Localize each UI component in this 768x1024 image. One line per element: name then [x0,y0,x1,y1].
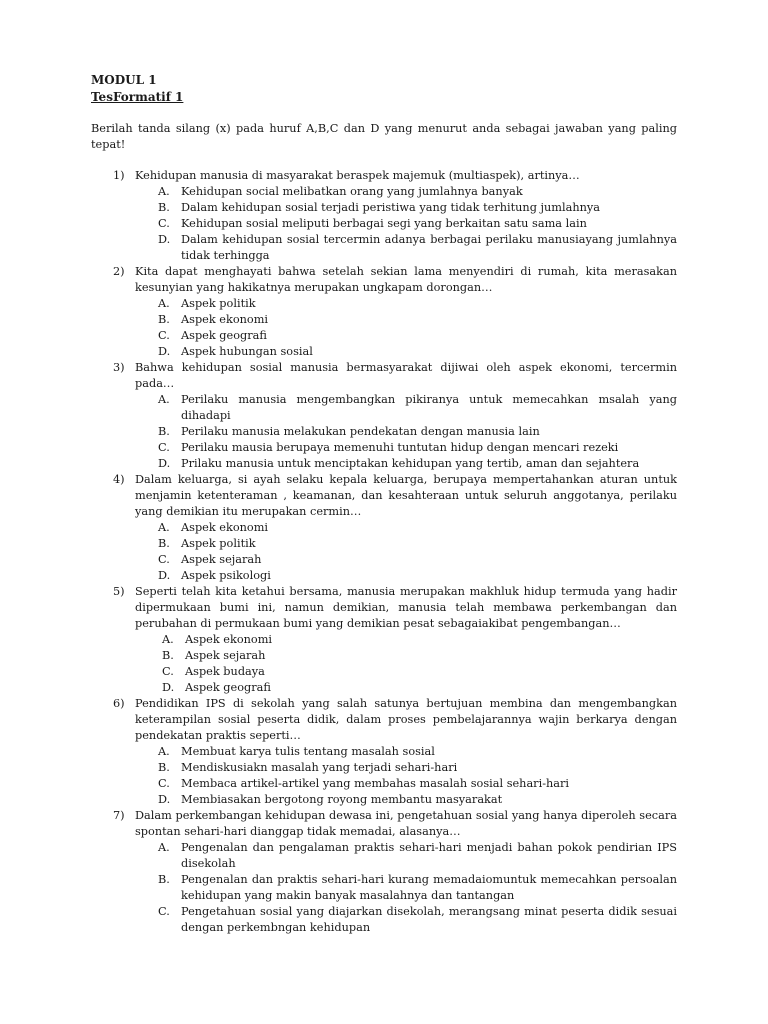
option-letter: A. [158,521,170,534]
question-number: 1) [113,169,125,182]
option-item [0,216,768,232]
option-item [0,632,768,648]
option-letter: A. [158,745,170,758]
option-text: Aspek ekonomi [181,521,269,534]
option-item [0,872,768,904]
option-text: Aspek hubungan sosial [181,345,313,358]
option-letter: B. [162,649,174,662]
option-letter: C. [158,905,170,918]
option-item [0,536,768,552]
question-text: Bahwa kehidupan sosial manusia bermasyarakat dijiwai oleh aspek ekonomi, tercermin pada… [135,361,677,390]
question-list [0,168,768,936]
option-letter: B. [158,537,170,550]
option-letter: B. [158,425,170,438]
option-text: Aspek ekonomi [181,313,269,326]
option-item [0,840,768,872]
option-text: Dalam kehidupan sosial tercermin adanya berbagai perilaku manusiayang jumlahnya tidak terhingga [181,233,677,262]
question-number: 6) [113,697,125,710]
option-text: Aspek politik [181,297,256,310]
option-item [0,648,768,664]
option-letter: C. [158,441,170,454]
option-text: Mendiskusiakn masalah yang terjadi sehari-hari [181,761,458,774]
option-item [0,296,768,312]
option-item [0,776,768,792]
option-letter: B. [158,873,170,886]
option-letter: A. [158,185,170,198]
module-title: MODUL 1 [91,73,157,87]
option-item [0,520,768,536]
question-item [0,360,768,472]
option-text: Perilaku manusia mengembangkan pikiranya untuk memecahkan msalah yang dihadapi [181,393,677,422]
question-number: 7) [113,809,125,822]
option-list [0,520,768,584]
option-text: Membuat karya tulis tentang masalah sosial [181,745,435,758]
option-item [0,568,768,584]
question-item [0,696,768,808]
option-item [0,232,768,264]
option-item [0,328,768,344]
option-text: Kehidupan sosial meliputi berbagai segi yang berkaitan satu sama lain [181,217,587,230]
option-letter: D. [158,569,171,582]
question-text: Kita dapat menghayati bahwa setelah sekian lama menyendiri di rumah, kita merasakan kesunyian yang hakikatnya merupakan ungkapam dorongan… [135,265,677,294]
question-text: Dalam keluarga, si ayah selaku kepala keluarga, berupaya mempertahankan aturan untuk menjamin ketenteraman , keamanan, dan kesahteraan untuk seluruh anggotanya, perilaku yang demikian itu merupakan cermin… [135,473,677,518]
option-text: Aspek ekonomi [185,633,273,646]
option-letter: C. [158,553,170,566]
question-item [0,808,768,936]
option-letter: D. [158,793,171,806]
option-letter: A. [158,841,170,854]
option-item [0,552,768,568]
option-letter: B. [158,761,170,774]
option-text: Aspek politik [181,537,256,550]
option-text: Pengenalan dan pengalaman praktis sehari-hari menjadi bahan pokok pendirian IPS disekolah [181,841,677,870]
option-letter: D. [158,345,171,358]
option-text: Kehidupan social melibatkan orang yang jumlahnya banyak [181,185,523,198]
question-text: Kehidupan manusia di masyarakat beraspek majemuk (multiaspek), artinya… [135,169,580,182]
instruction-text: Berilah tanda silang (x) pada huruf A,B,C dan D yang menurut anda sebagai jawaban yang paling tepat! [91,122,677,151]
option-list [0,392,768,472]
option-item [0,680,768,696]
option-item [0,760,768,776]
option-text: Pengenalan dan praktis sehari-hari kurang memadaiomuntuk memecahkan persoalan kehidupan yang makin banyak masalahnya dan tantangan [181,873,677,902]
option-text: Dalam kehidupan sosial terjadi peristiwa yang tidak terhitung jumlahnya [181,201,601,214]
question-text: Seperti telah kita ketahui bersama, manusia merupakan makhluk hidup termuda yang hadir dipermukaan bumi ini, namun demikian, manusia telah membawa perkembangan dan perubahan di permukaan bumi yang demikian pesat sebagaiakibat pengembangan… [135,585,677,630]
option-item [0,312,768,328]
option-text: Aspek sejarah [185,649,266,662]
option-item [0,792,768,808]
option-item [0,200,768,216]
option-item [0,456,768,472]
option-text: Aspek psikologi [181,569,271,582]
question-text: Dalam perkembangan kehidupan dewasa ini, pengetahuan sosial yang hanya diperoleh secara spontan sehari-hari dianggap tidak memadai, alasanya… [135,809,677,838]
question-item [0,584,768,696]
option-letter: B. [158,201,170,214]
option-letter: C. [158,217,170,230]
option-letter: D. [162,681,175,694]
option-letter: D. [158,233,171,246]
option-text: Aspek budaya [185,665,265,678]
option-text: Pengetahuan sosial yang diajarkan disekolah, merangsang minat peserta didik sesuai dengan perkembngan kehidupan [181,905,677,934]
option-letter: D. [158,457,171,470]
option-text: Aspek sejarah [181,553,262,566]
option-item [0,904,768,936]
question-item [0,472,768,584]
question-number: 5) [113,585,125,598]
option-letter: C. [162,665,174,678]
option-letter: A. [162,633,174,646]
option-letter: C. [158,777,170,790]
option-letter: A. [158,297,170,310]
option-letter: C. [158,329,170,342]
option-text: Perilaku mausia berupaya memenuhi tuntutan hidup dengan mencari rezeki [181,441,619,454]
option-text: Membiasakan bergotong royong membantu masyarakat [181,793,503,806]
option-item [0,664,768,680]
module-subtitle: TesFormatif 1 [91,90,184,104]
option-item [0,392,768,424]
question-text: Pendidikan IPS di sekolah yang salah satunya bertujuan membina dan mengembangkan keterampilan sosial peserta didik, dalam proses pembelajarannya wajin berkarya dengan pendekatan praktis seperti… [135,697,677,742]
option-letter: A. [158,393,170,406]
question-number: 2) [113,265,125,278]
option-item [0,184,768,200]
option-list [0,840,768,936]
question-number: 4) [113,473,125,486]
option-text: Prilaku manusia untuk menciptakan kehidupan yang tertib, aman dan sejahtera [181,457,640,470]
option-list [0,632,768,696]
option-item [0,744,768,760]
option-text: Perilaku manusia melakukan pendekatan dengan manusia lain [181,425,540,438]
question-number: 3) [113,361,125,374]
option-list [0,744,768,808]
option-letter: B. [158,313,170,326]
option-list [0,296,768,360]
question-item [0,168,768,264]
option-item [0,440,768,456]
option-item [0,344,768,360]
option-text: Membaca artikel-artikel yang membahas masalah sosial sehari-hari [181,777,570,790]
option-item [0,424,768,440]
option-list [0,184,768,264]
option-text: Aspek geografi [181,329,267,342]
question-item [0,264,768,360]
option-text: Aspek geografi [185,681,271,694]
